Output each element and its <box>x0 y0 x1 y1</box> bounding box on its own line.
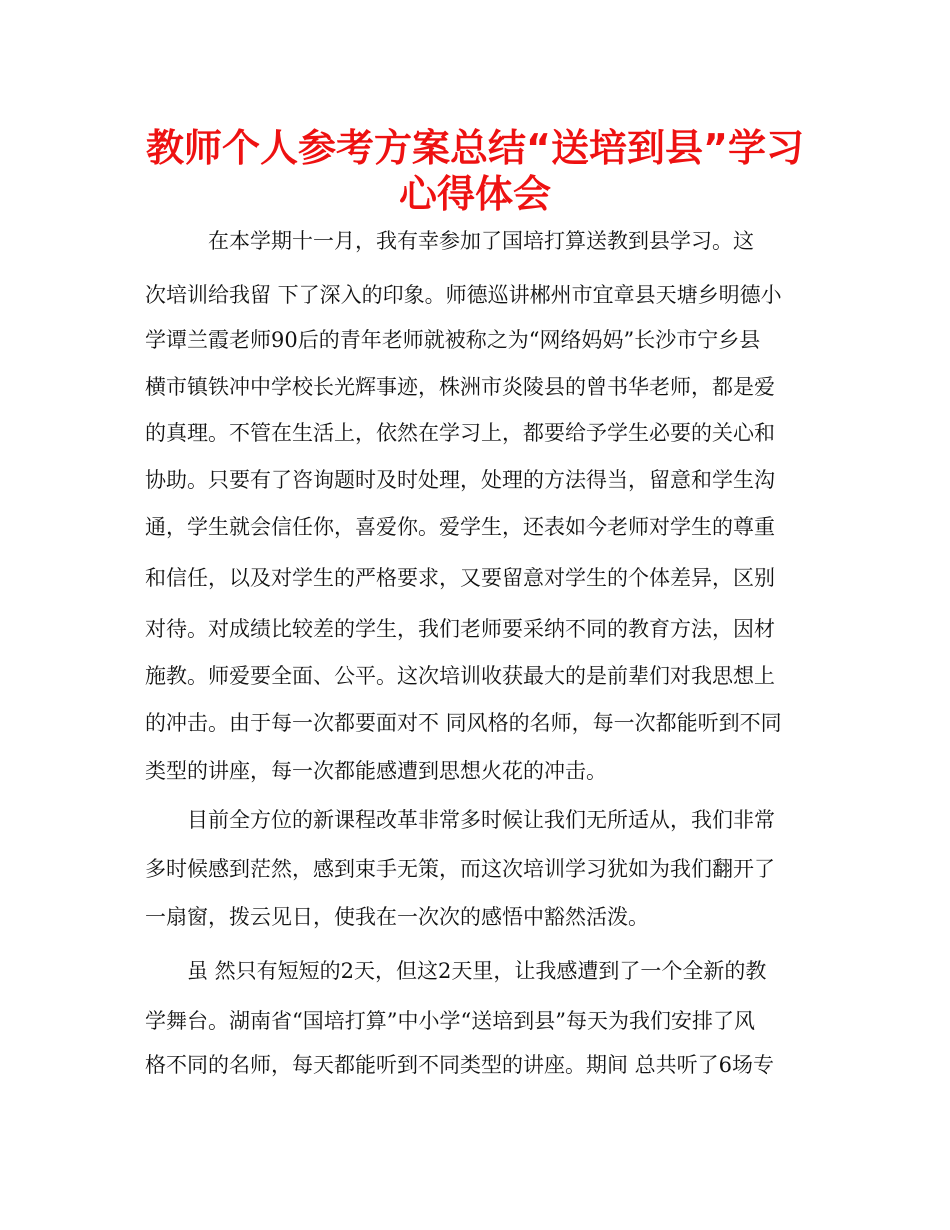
body-line: 在本学期十一月，我有幸参加了国培打算送教到县学习。这 <box>145 229 754 253</box>
body-line: 协助。只要有了咨询题时及时处理，处理的方法得当，留意和学生沟 <box>145 468 775 492</box>
body-line: 类型的讲座，每一次都能感遭到思想火花的冲击。 <box>145 759 607 783</box>
body-line: 对待。对成绩比较差的学生，我们老师要采纳不同的教育方法，因材 <box>145 617 775 641</box>
body-line: 次培训给我留 下了深入的印象。师德巡讲郴州市宜章县天塘乡明德小 <box>145 283 782 307</box>
body-line: 多时候感到茫然，感到束手无策，而这次培训学习犹如为我们翻开了 <box>145 857 775 881</box>
body-line: 和信任，以及对学生的严格要求，又要留意对学生的个体差异，区别 <box>145 566 775 590</box>
body-line: 格不同的名师，每天都能听到不同类型的讲座。期间 总共听了6场专 <box>145 1053 775 1077</box>
document-title-line-1: 教师个人参考方案总结“送培到县”学习 <box>146 126 804 170</box>
body-line: 的真理。不管在生活上，依然在学习上，都要给予学生必要的关心和 <box>145 421 775 445</box>
body-line: 施教。师爱要全面、公平。这次培训收获最大的是前辈们对我思想上 <box>145 664 775 688</box>
body-line: 通，学生就会信任你，喜爱你。爱学生，还表如今老师对学生的尊重 <box>145 515 775 539</box>
body-line: 一扇窗，拨云见日，使我在一次次的感悟中豁然活泼。 <box>145 905 649 929</box>
body-line: 虽 然只有短短的2天，但这2天里，让我感遭到了一个全新的教 <box>145 959 767 983</box>
body-line: 的冲击。由于每一次都要面对不 同风格的名师，每一次都能听到不同 <box>145 711 782 735</box>
body-line: 目前全方位的新课程改革非常多时候让我们无所适从，我们非常 <box>145 808 775 832</box>
body-line: 横市镇铁冲中学校长光辉事迹，株洲市炎陵县的曾书华老师，都是爱 <box>145 375 775 399</box>
body-line: 学舞台。湖南省“国培打算”中小学“送培到县”每天为我们安排了风 <box>145 1009 755 1033</box>
body-line: 学谭兰霞老师90后的青年老师就被称之为“网络妈妈”长沙市宁乡县 <box>145 328 761 352</box>
document-title-line-2: 心得体会 <box>398 172 551 216</box>
